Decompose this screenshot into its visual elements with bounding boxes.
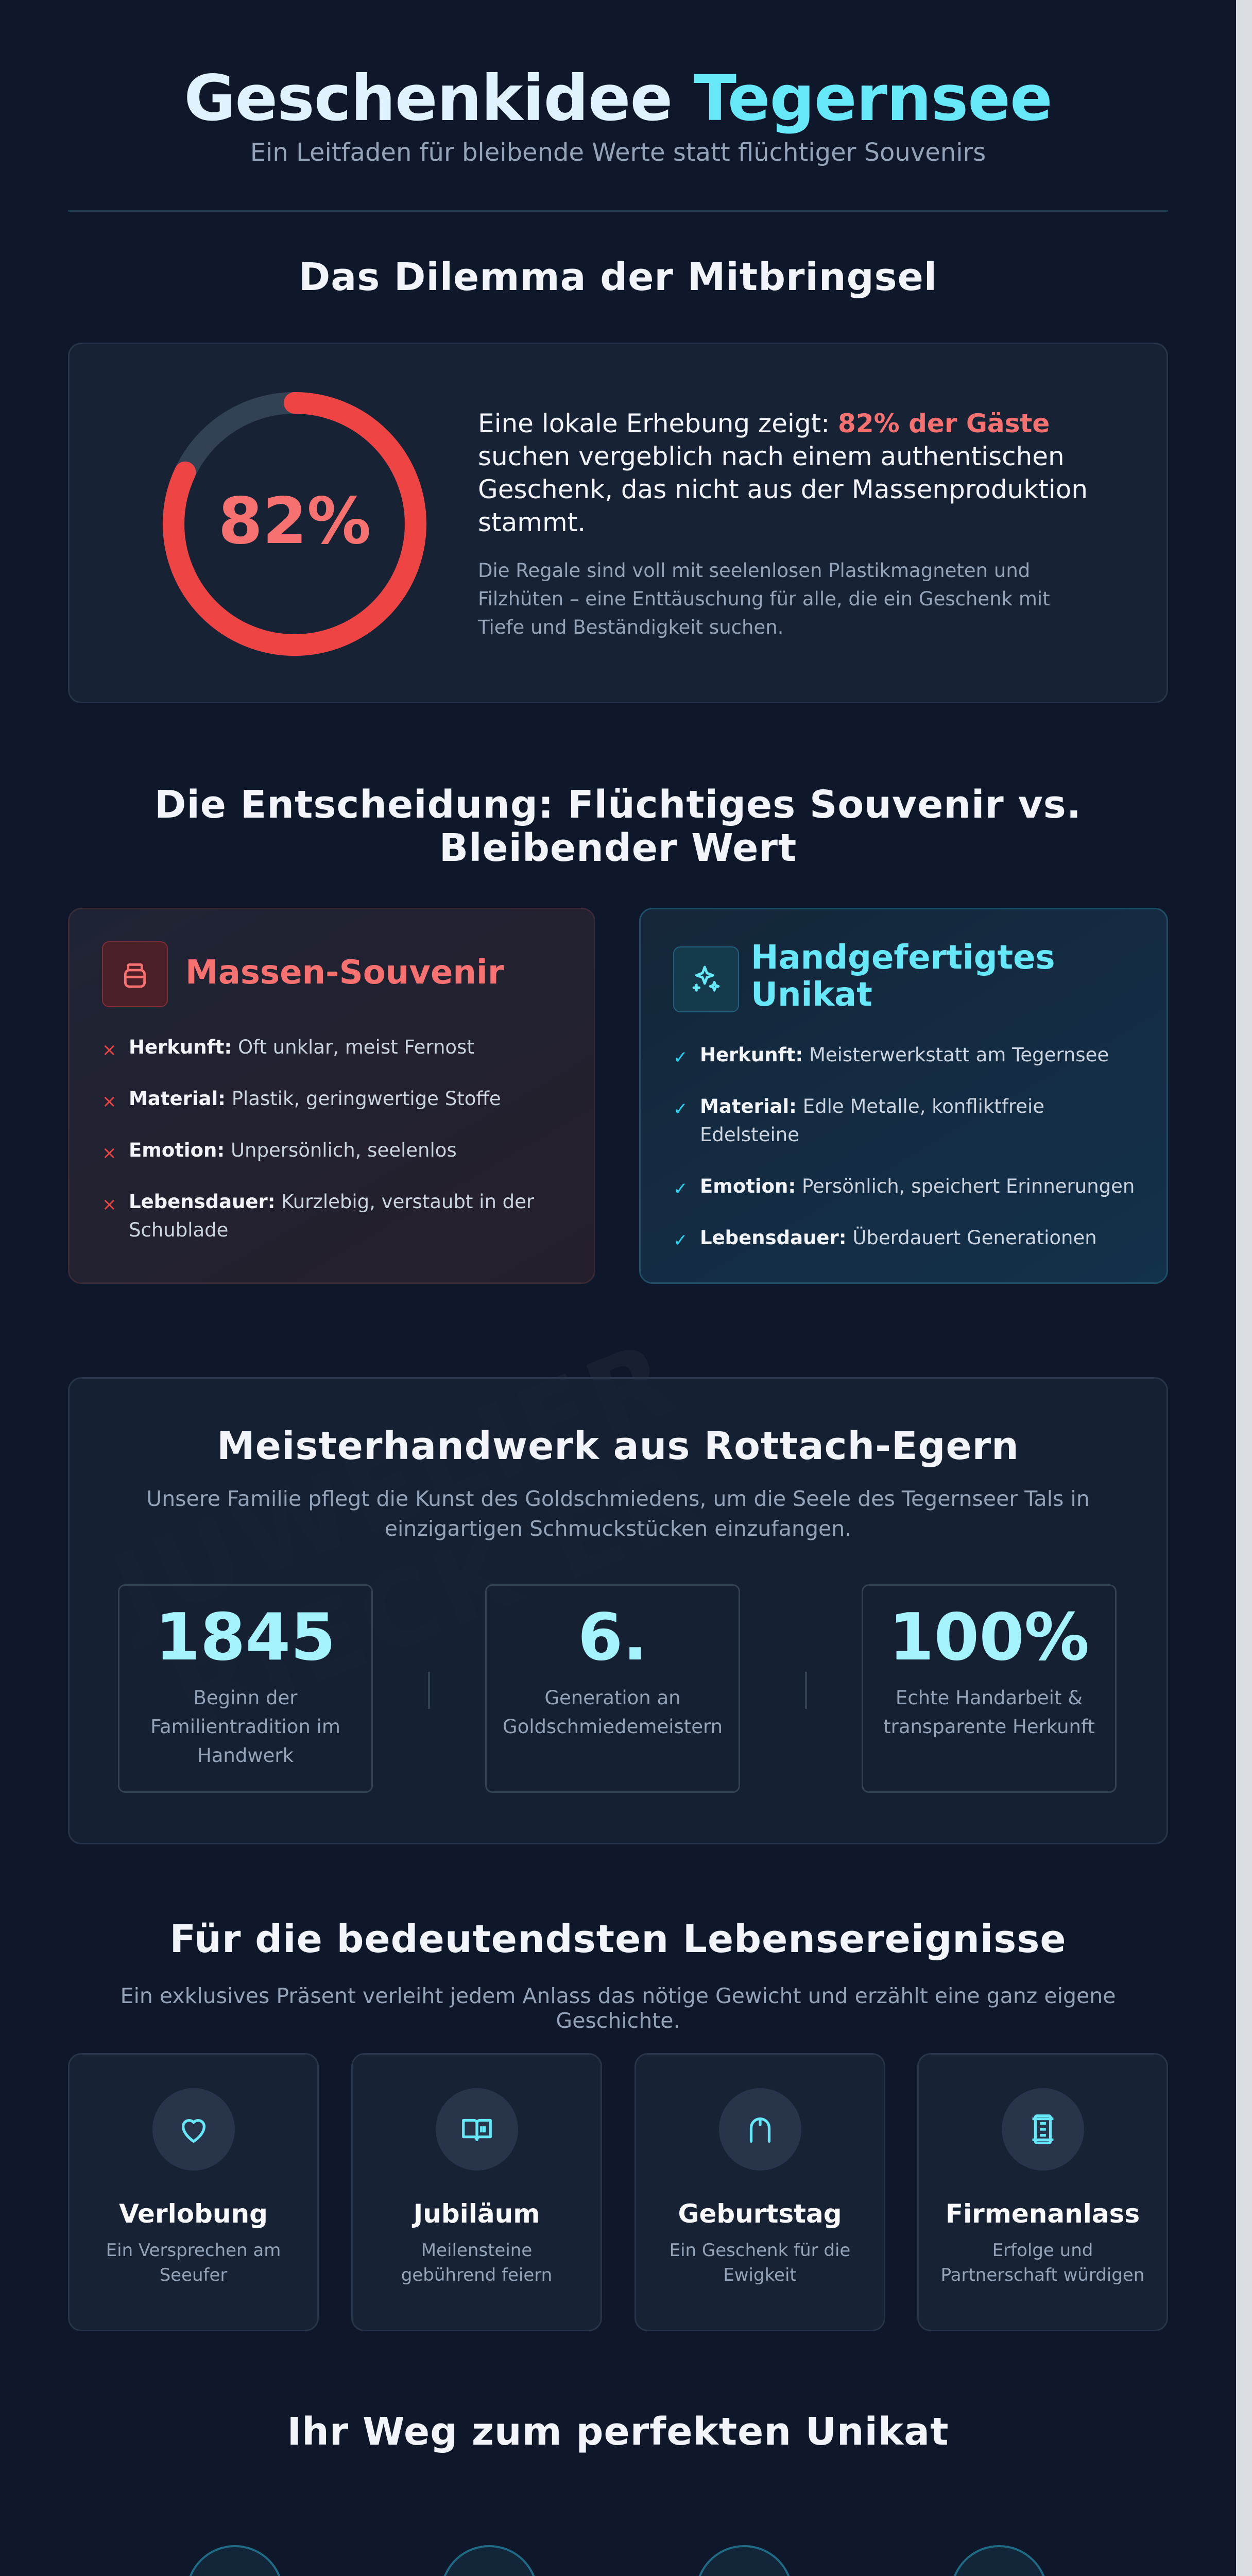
occasion-desc: Ein Geschenk für die Ewigkeit — [669, 2240, 851, 2285]
occasion-desc: Meilensteine gebührend feiern — [401, 2240, 553, 2285]
lead-highlight: 82% der Gäste — [838, 409, 1050, 438]
step-number — [186, 2545, 284, 2576]
occasion-title: Verlobung — [119, 2199, 268, 2229]
lead-text-end: suchen vergeblich nach einem authentischen Geschenk, das nicht aus der Massenproduktion stammt. — [478, 442, 1088, 537]
stat-label: Generation an Goldschmiedemeistern — [502, 1687, 723, 1738]
list-item: ✓ Material: Edle Metalle, konfliktfreie Edelsteine — [673, 1095, 1045, 1146]
title-part-2: Tegernsee — [693, 62, 1052, 135]
mass-souvenir-card — [68, 908, 595, 1284]
step-item — [107, 2545, 362, 2576]
stat-handcraft — [862, 1584, 1117, 1793]
steps-heading: Ihr Weg zum perfekten Unikat — [287, 2410, 949, 2454]
occasion-desc: Erfolge und Partnerschaft würdigen — [940, 2240, 1145, 2285]
jar-icon — [102, 941, 168, 1007]
step-number — [440, 2545, 538, 2576]
step-item — [871, 2545, 1126, 2576]
occasion-card-anniversary — [351, 2053, 602, 2331]
title-part-1: Geschenkidee — [184, 62, 673, 135]
craft-text: Unsere Familie pflegt die Kunst des Goldschmiedens, um die Seele des Tegernseer Tals in einzigartigen Schmuckstücken einzufangen. — [146, 1486, 1090, 1541]
stat-label: Beginn der Familientradition im Handwerk — [150, 1687, 340, 1767]
list-item: ✓ Lebensdauer: Überdauert Generationen — [673, 1227, 1097, 1251]
percent-label: 82% — [218, 484, 371, 558]
step-item — [362, 2545, 616, 2576]
page-subtitle: Ein Leitfaden für bleibende Werte statt flüchtiger Souvenirs — [250, 138, 986, 167]
horseshoe-icon — [719, 2088, 801, 2171]
list-item: × Herkunft: Oft unklar, meist Fernost — [102, 1036, 474, 1060]
dilemma-heading: Das Dilemma der Mitbringsel — [298, 255, 938, 299]
occasion-card-engagement — [68, 2053, 319, 2331]
occasion-card-company — [917, 2053, 1168, 2331]
heart-icon — [152, 2088, 235, 2171]
occasions-text: Ein exklusives Präsent verleiht jedem Anlass das nötige Gewicht und erzählt eine ganz eigene Geschichte. — [120, 1984, 1116, 2033]
stat-founding-year — [118, 1584, 373, 1793]
stat-value: 1845 — [155, 1599, 336, 1675]
occasion-title: Jubiläum — [413, 2199, 540, 2229]
decision-heading: Die Entscheidung: Flüchtiges Souvenir vs. Bleibender Wert — [155, 783, 1082, 870]
scroll-icon — [1002, 2088, 1084, 2171]
lead-text: Eine lokale Erhebung zeigt: — [478, 409, 838, 438]
occasions-heading: Für die bedeutendsten Lebensereignisse — [169, 1917, 1067, 1961]
header-divider — [68, 210, 1168, 212]
page-title — [0, 62, 1236, 135]
unique-piece-card — [639, 908, 1168, 1284]
list-item: ✓ Emotion: Persönlich, speichert Erinnerungen — [673, 1175, 1135, 1199]
list-item: ✓ Herkunft: Meisterwerkstatt am Tegernsee — [673, 1044, 1109, 1068]
book-icon — [436, 2088, 518, 2171]
unique-piece-list — [673, 1041, 1137, 1275]
stat-value: 6. — [577, 1599, 648, 1675]
occasion-card-birthday — [634, 2053, 885, 2331]
craft-heading: Meisterhandwerk aus Rottach-Egern — [217, 1424, 1019, 1468]
occasion-desc: Ein Versprechen am Seeufer — [106, 2240, 281, 2285]
step-number — [695, 2545, 793, 2576]
step-item — [616, 2545, 871, 2576]
mass-souvenir-title: Massen-Souvenir — [185, 954, 504, 992]
sparkles-icon — [673, 946, 739, 1012]
step-number — [950, 2545, 1048, 2576]
unique-piece-title: Handgefertigtes Unikat — [751, 939, 1055, 1014]
mass-souvenir-list — [102, 1033, 565, 1267]
list-item: × Material: Plastik, geringwertige Stoffe — [102, 1088, 501, 1112]
list-item: × Lebensdauer: Kurzlebig, verstaubt in der Schublade — [102, 1191, 535, 1241]
stat-divider — [428, 1672, 430, 1709]
stat-value: 100% — [888, 1599, 1090, 1675]
list-item: × Emotion: Unpersönlich, seelenlos — [102, 1139, 457, 1163]
dilemma-subtext: Die Regale sind voll mit seelenlosen Plastikmagneten und Filzhüten – eine Enttäuschung für alle, die ein Geschenk mit Tiefe und Beständigkeit suchen. — [478, 560, 1050, 638]
stat-generation — [485, 1584, 740, 1793]
occasion-title: Firmenanlass — [945, 2199, 1140, 2229]
stat-divider — [805, 1672, 807, 1709]
stat-label: Echte Handarbeit & transparente Herkunft — [883, 1687, 1095, 1738]
occasion-title: Geburtstag — [678, 2199, 842, 2229]
dilemma-lead — [478, 407, 1117, 539]
